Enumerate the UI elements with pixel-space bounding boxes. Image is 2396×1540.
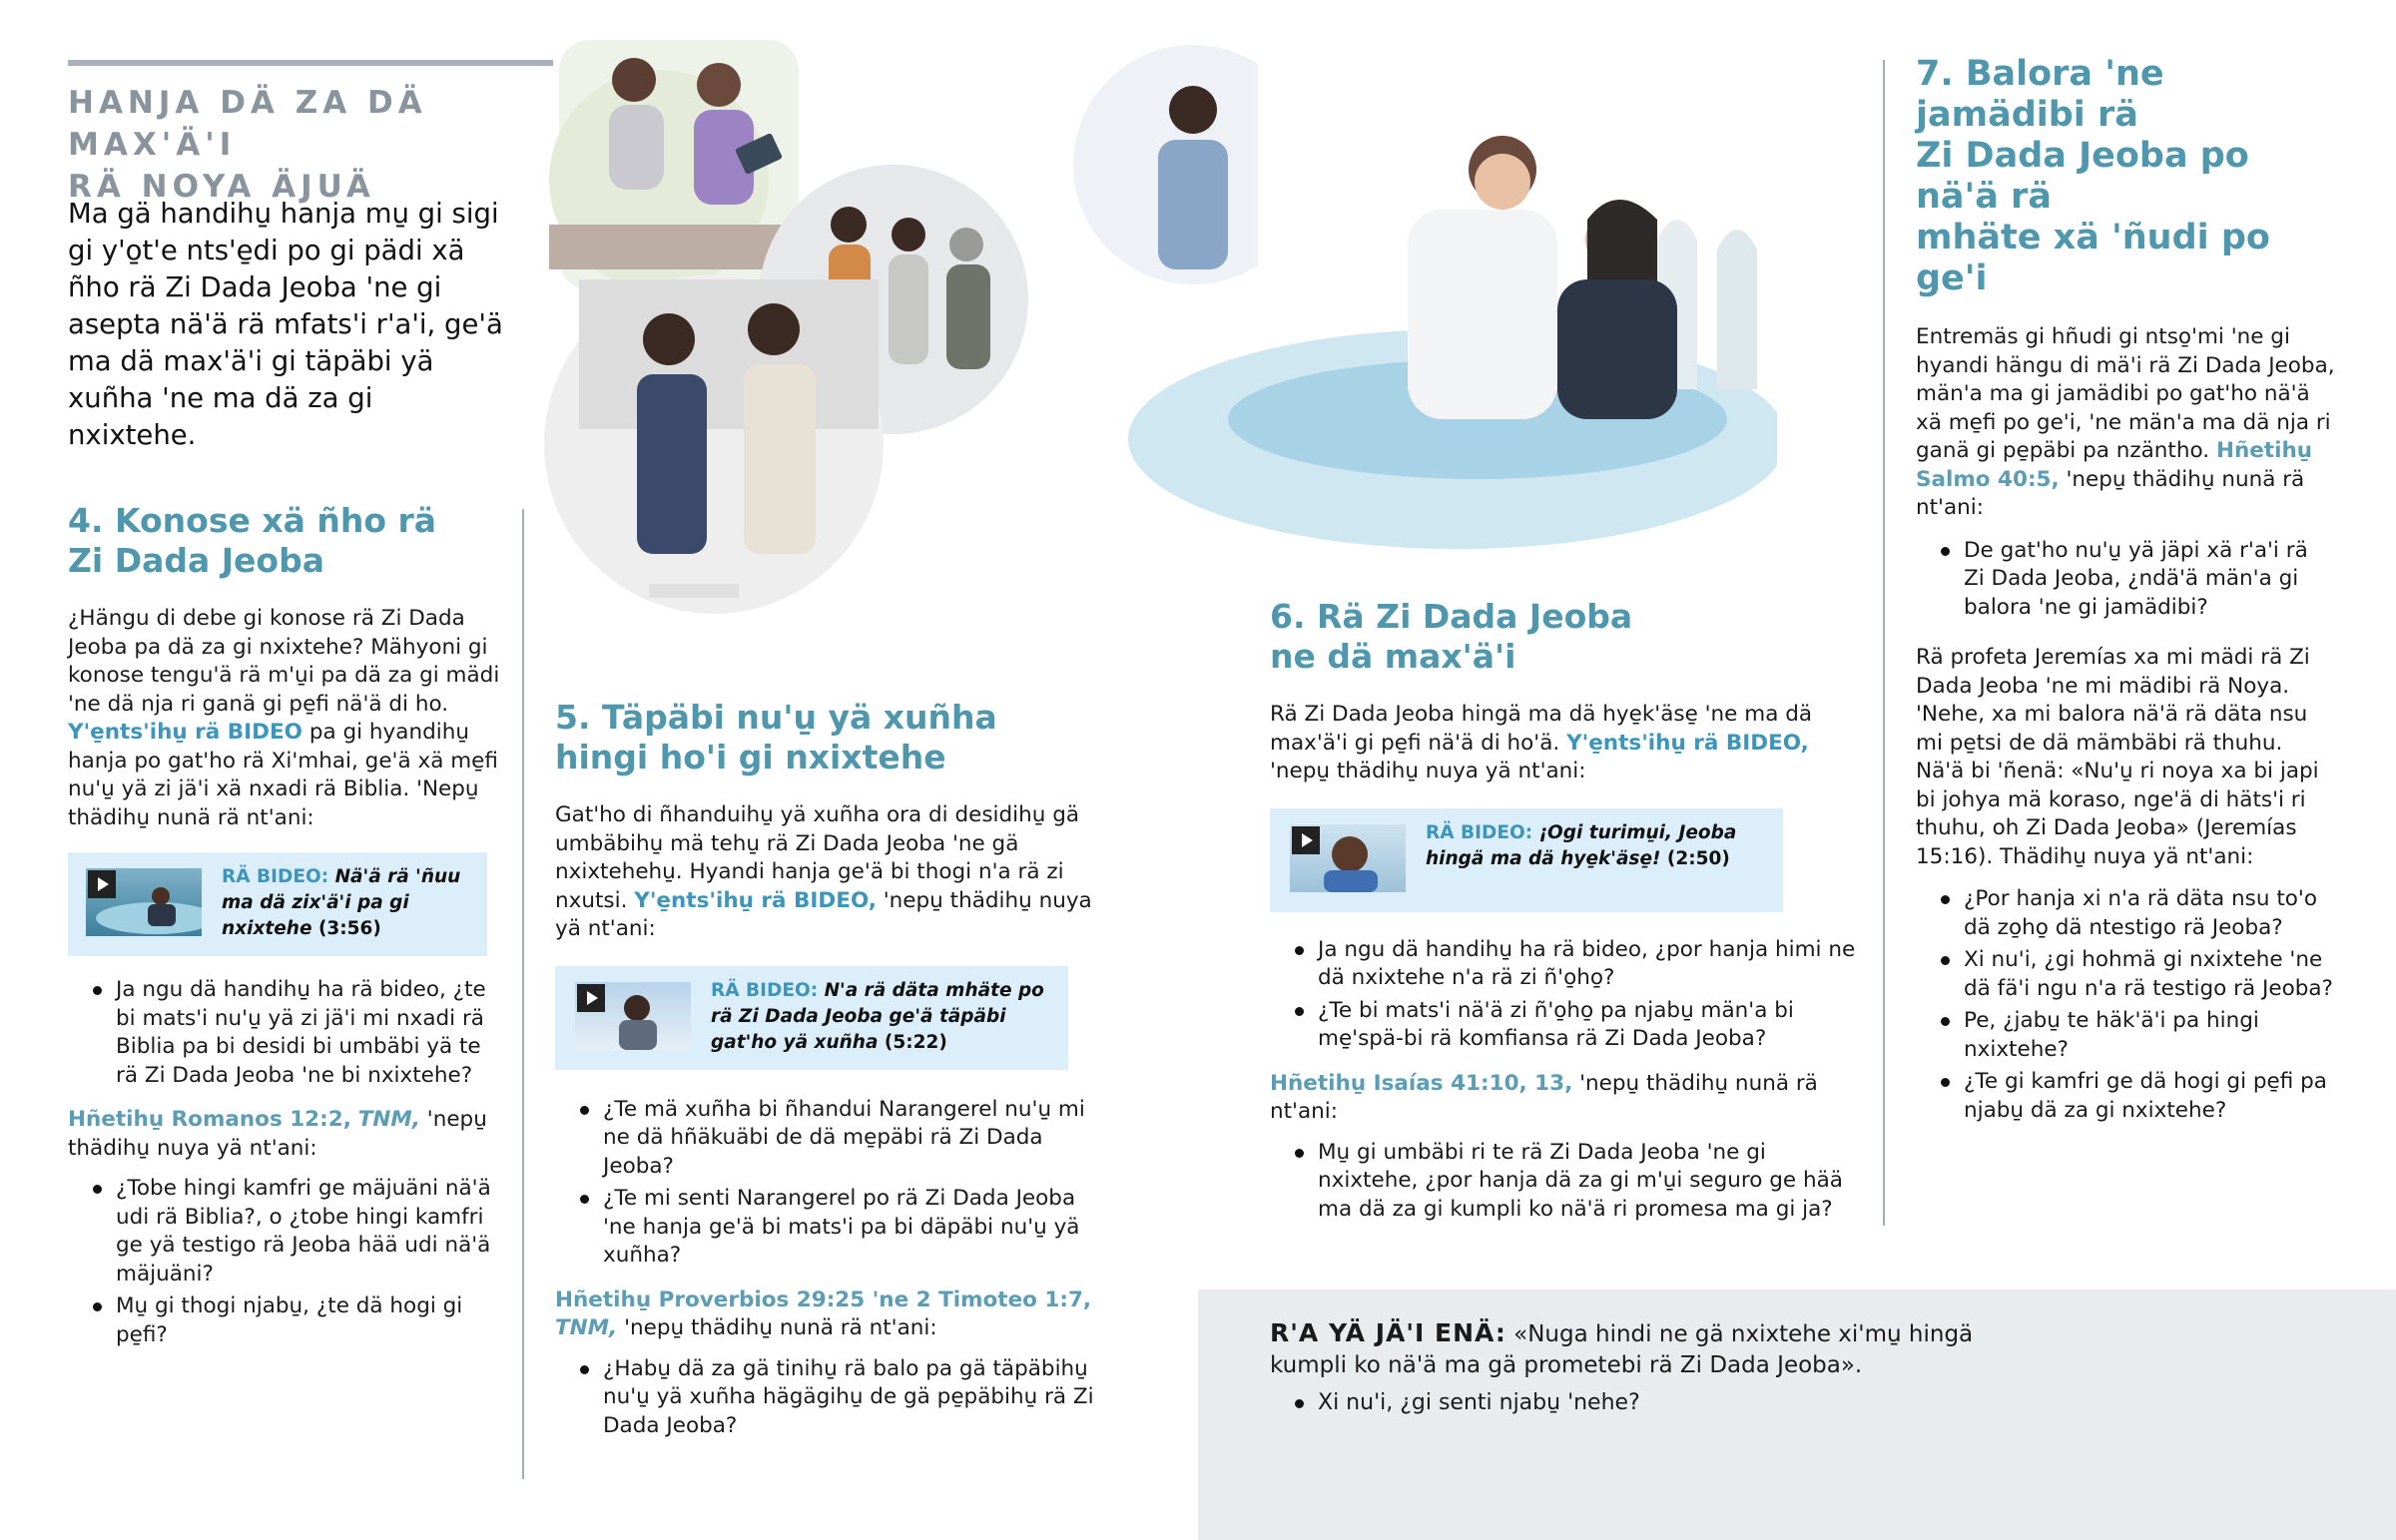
section-6-video-link[interactable]: Y'e̱nts'ihu̱ rä BIDEO, xyxy=(1566,730,1809,756)
section-6-heading xyxy=(1270,597,1859,677)
section-7-heading-line1: 7. Balora 'ne jamädibi rä xyxy=(1916,54,2164,135)
question-item: Xi nu'i, ¿gi hohmä gi nxixtehe 'ne dä fä'i ngu n'a rä testigo rä Jeoba? xyxy=(1916,946,2335,1003)
section-6-body-text: Rä Zi Dada Jeoba hingä ma dä hye̱k'äse̱ 'ne ma dä max'ä'i gi pe̱fi nä'ä di ho'ä. xyxy=(1270,702,1813,756)
section-5-body-after: 'nepu̱ thädihu̱ nuya yä nt'ani: xyxy=(555,887,1092,941)
question-item: Ja ngu dä handihu̱ ha rä bideo, ¿te bi mats'i nu'u̱ yä zi jä'i mi nxadi rä Biblia pa bi desidi bi umbäbi yä te rä Zi Dada Jeoba 'ne bi nxixtehe? xyxy=(68,976,507,1090)
section-7-body-text: Entremäs gi hñudi gi ntso̱'mi 'ne gi hyandi hängu di mä'i rä Zi Dada Jeoba, män'a ma gi jamädibi po gat'ho nä'ä xä me̱fi po ge'i, 'ne män'a ma dä nja ri ganä gi pe̱päbi pa nzäntho. xyxy=(1916,324,2335,463)
section-6-scripture-after: 'nepu̱ thädihu̱ nunä rä nt'ani: xyxy=(1270,1070,1818,1124)
section-6-heading-line2: ne dä max'ä'i xyxy=(1270,637,1516,676)
section-4-scripture-ref[interactable]: Hñetihu̱ Romanos 12:2, xyxy=(68,1107,351,1132)
footer-label: R'A YÄ JÄ'I ENÄ: xyxy=(1270,1318,1506,1347)
footer-questions xyxy=(1270,1389,2029,1418)
section-5-questions xyxy=(555,1096,1094,1271)
section-4-questions xyxy=(68,976,507,1090)
section-5-scripture xyxy=(555,1286,1094,1343)
question-item: Mu̱ gi thogi njabu̱, ¿te dä hogi gi pe̱fi? xyxy=(68,1292,507,1349)
question-item: ¿Te mä xuñha bi ñhandui Narangerel nu'u̱ mi ne dä hñäkuäbi de dä me̱päbi rä Zi Dada Jeoba? xyxy=(555,1096,1094,1182)
section-4-heading-line2: Zi Dada Jeoba xyxy=(68,541,324,580)
section-5-heading xyxy=(555,698,1094,777)
section-7-body xyxy=(1916,323,2335,523)
section-5-scripture-tnm[interactable]: TNM, xyxy=(555,1315,618,1340)
question-item: ¿Te mi senti Narangerel po rä Zi Dada Jeoba 'ne hanja ge'ä bi mats'i pa bi däpäbi nu'u̱ yä xuñha? xyxy=(555,1185,1094,1271)
column-divider xyxy=(1883,60,1885,1226)
section-4-scripture-after: 'nepu̱ thädihu̱ nuya yä nt'ani: xyxy=(68,1107,487,1161)
section-5-questions-2 xyxy=(555,1355,1094,1441)
section-5-video-link[interactable]: Y'e̱nts'ihu̱ rä BIDEO, xyxy=(634,887,877,913)
section-5-video-duration: (5:22) xyxy=(884,1031,947,1053)
section-4-questions-2 xyxy=(68,1175,507,1349)
section-4-scripture-tnm[interactable]: TNM, xyxy=(357,1107,420,1132)
section-6 xyxy=(1270,597,1859,1228)
section-5-scripture-after: 'nepu̱ thädihu̱ nunä rä nt'ani: xyxy=(624,1315,937,1340)
play-icon[interactable] xyxy=(1292,826,1320,854)
section-6-video-duration: (2:50) xyxy=(1666,847,1730,869)
section-7-scripture-after: 'nepu̱ thädihu̱ nunä rä nt'ani: xyxy=(1916,466,2305,520)
question-item: ¿Habu̱ dä za gä tinihu̱ rä balo pa gä täpäbihu̱ nu'u̱ yä xuñha hägägihu̱ de gä pe̱päbihu̱ rä Zi Dada Jeoba? xyxy=(555,1355,1094,1441)
workplace-scene-image xyxy=(544,274,884,614)
column-divider xyxy=(522,509,524,1479)
section-4-video-label: RÄ BIDEO: xyxy=(222,866,329,887)
section-7-body-2: Rä profeta Jeremías xa mi mädi rä Zi Dada Jeoba 'ne mi mädibi rä Noya. 'Nehe, xa mi balora nä'ä rä däta nsu mi pe̱tsi de dä mämbäbi rä thuhu. Nä'ä bi 'ñenä: «Nu'u̱ ri noya xa bi japi bi johya mä koraso, nge'ä di häts'i ri thuhu, oh Zi Dada Jeoba» (Jeremías 15:16). Thädihu̱ nuya yä nt'ani: xyxy=(1916,645,2319,869)
section-6-video-text xyxy=(1426,820,1765,872)
section-5-heading-line1: 5. Täpäbi nu'u̱ yä xuñha xyxy=(555,698,997,737)
question-item: Ja ngu dä handihu̱ ha rä bideo, ¿por hanja himi ne dä nxixtehe n'a rä zi ñ'o̱ho̱? xyxy=(1270,936,1859,993)
section-6-body-after: 'nepu̱ thädihu̱ nuya yä nt'ani: xyxy=(1270,759,1586,783)
section-4-video-title: Nä'ä rä 'ñuu ma dä zix'ä'i pa gi nxixtehe xyxy=(222,866,461,939)
intro-text: Ma gä handihu̱ hanja mu̱ gi sigi gi y'o̱t'e nts'e̱di po gi pädi xä ñho rä Zi Dada Jeoba 'ne gi asepta nä'ä rä mfats'i r'a'i, ge'ä ma dä max'ä'i gi täpäbi yä xuñha 'ne ma dä za gi nxixtehe. xyxy=(68,198,503,451)
intro-title-line1: HANJA DÄ ZA DÄ MAX'Ä'I xyxy=(68,85,427,163)
section-7-questions xyxy=(1916,537,2335,623)
section-6-video-card[interactable] xyxy=(1270,808,1783,912)
section-6-questions-2 xyxy=(1270,1139,1859,1225)
question-item: ¿Tobe hingi kamfri ge mäjuäni nä'ä udi rä Biblia?, o ¿tobe hingi kamfri ge yä testigo rä Jeoba hää udi nä'ä mäjuäni? xyxy=(68,1175,507,1288)
intro-rule xyxy=(68,60,553,66)
section-5-video-card[interactable] xyxy=(555,966,1068,1070)
question-item: De gat'ho nu'u̱ yä jäpi xä r'a'i rä Zi Dada Jeoba, ¿ndä'ä män'a gi balora 'ne gi jamädibi? xyxy=(1916,537,2335,623)
section-6-questions xyxy=(1270,936,1859,1054)
section-7-questions-2 xyxy=(1916,885,2335,1125)
section-5-video-title: N'a rä däta mhäte po rä Zi Dada Jeoba ge'ä täpäbi gat'ho yä xuñha xyxy=(711,979,1044,1053)
section-4-video-link[interactable]: Y'e̱nts'ihu̱ rä BIDEO xyxy=(68,720,302,745)
section-6-video-title: ¡Ogi turimu̱i, Jeoba hingä ma dä hye̱k'äse̱! xyxy=(1426,821,1737,869)
section-5-body-text: Gat'ho di ñhanduihu̱ yä xuñha ora di desidihu̱ gä umbäbihu̱ mä tehu̱ rä Zi Dada Jeoba 'ne gä nxixtehehu̱. Hyandi hanja ge'ä bi thogi n'a rä zi nxutsi. xyxy=(555,802,1080,913)
question-item: ¿Te bi mats'i nä'ä zi ñ'o̱ho̱ pa njabu̱ män'a bi me̱'spä-bi rä komfiansa rä Zi Dada Jeoba? xyxy=(1270,997,1859,1054)
baptism-image xyxy=(1118,130,1777,589)
section-7-heading-line3: mhäte xä 'ñudi po ge'i xyxy=(1916,218,2270,298)
section-5-heading-line2: hingi ho'i gi nxixtehe xyxy=(555,738,946,776)
question-item: Xi nu'i, ¿gi senti njabu̱ 'nehe? xyxy=(1270,1389,2029,1418)
section-6-scripture xyxy=(1270,1070,1859,1127)
footer-content xyxy=(1270,1317,2029,1422)
section-4-video-duration: (3:56) xyxy=(317,918,381,939)
section-6-body xyxy=(1270,701,1859,786)
section-4-heading-line1: 4. Konose xä ñho rä xyxy=(68,501,437,540)
section-7-scripture-ref[interactable]: Hñetihu̱ Salmo 40:5, xyxy=(1916,438,2313,492)
section-4-body xyxy=(68,605,507,832)
section-6-video-thumbnail xyxy=(1290,824,1406,892)
question-item: ¿Te gi kamfri ge dä hogi gi pe̱fi pa njabu̱ dä za gi nxixtehe? xyxy=(1916,1068,2335,1125)
question-item: Pe, ¿jabu̱ te häk'ä'i pa hingi nxixtehe? xyxy=(1916,1007,2335,1064)
section-5-scripture-ref[interactable]: Hñetihu̱ Proverbios 29:25 'ne 2 Timoteo 1:7, xyxy=(555,1286,1092,1312)
question-item: ¿Por hanja xi n'a rä däta nsu to'o dä zo̱ho̱ dä ntestigo rä Jeoba? xyxy=(1916,885,2335,942)
section-4-video-card[interactable] xyxy=(68,852,487,956)
section-5-video-label: RÄ BIDEO: xyxy=(711,979,819,1001)
section-7 xyxy=(1916,54,2335,1129)
section-4-video-thumbnail xyxy=(86,868,202,936)
section-5-video-thumbnail xyxy=(575,982,691,1050)
footer-statement xyxy=(1270,1317,2029,1381)
intro-title xyxy=(68,82,567,208)
section-7-heading-line2: Zi Dada Jeoba po nä'ä rä xyxy=(1916,136,2249,217)
intro-title-line2: RÄ NOYA ÄJUÄ xyxy=(68,169,375,205)
footer-quote: «Nuga hindi ne gä nxixtehe xi'mu̱ hingä kumpli ko nä'ä ma gä prometebi rä Zi Dada Jeoba». xyxy=(1270,1321,1974,1378)
section-4-heading xyxy=(68,501,507,581)
section-5-body xyxy=(555,801,1094,944)
section-7-heading xyxy=(1916,54,2335,299)
section-5 xyxy=(555,698,1094,1444)
section-6-video-label: RÄ BIDEO: xyxy=(1426,821,1533,843)
section-5-video-text xyxy=(711,978,1050,1056)
section-4-body-after: pa gi hyandihu̱ hanja po gat'ho rä Xi'mhai, ge'ä xä me̱fi nu'u̱ yä zi jä'i xä nxadi rä Biblia. 'Nepu̱ thädihu̱ nunä rä nt'ani: xyxy=(68,720,498,830)
section-4-scripture xyxy=(68,1106,507,1163)
section-6-scripture-ref[interactable]: Hñetihu̱ Isaías 41:10, 13, xyxy=(1270,1070,1573,1096)
question-item: Mu̱ gi umbäbi ri te rä Zi Dada Jeoba 'ne gi nxixtehe, ¿por hanja dä za gi m'u̱i seguro ge hää ma dä za gi kumpli ko nä'ä ri promesa ma gi ja? xyxy=(1270,1139,1859,1225)
section-4-video-text xyxy=(222,864,471,942)
play-icon[interactable] xyxy=(88,870,116,898)
section-6-heading-line1: 6. Rä Zi Dada Jeoba xyxy=(1270,597,1633,636)
play-icon[interactable] xyxy=(577,984,605,1012)
section-4-body-text: ¿Hängu di debe gi konose rä Zi Dada Jeoba pa dä za gi nxixtehe? Mähyoni gi konose tengu'ä rä m'u̱i pa dä za gi mädi 'ne dä nja ri ganä gi pe̱fi nä'ä di ho. xyxy=(68,606,500,717)
section-4 xyxy=(68,501,507,1353)
